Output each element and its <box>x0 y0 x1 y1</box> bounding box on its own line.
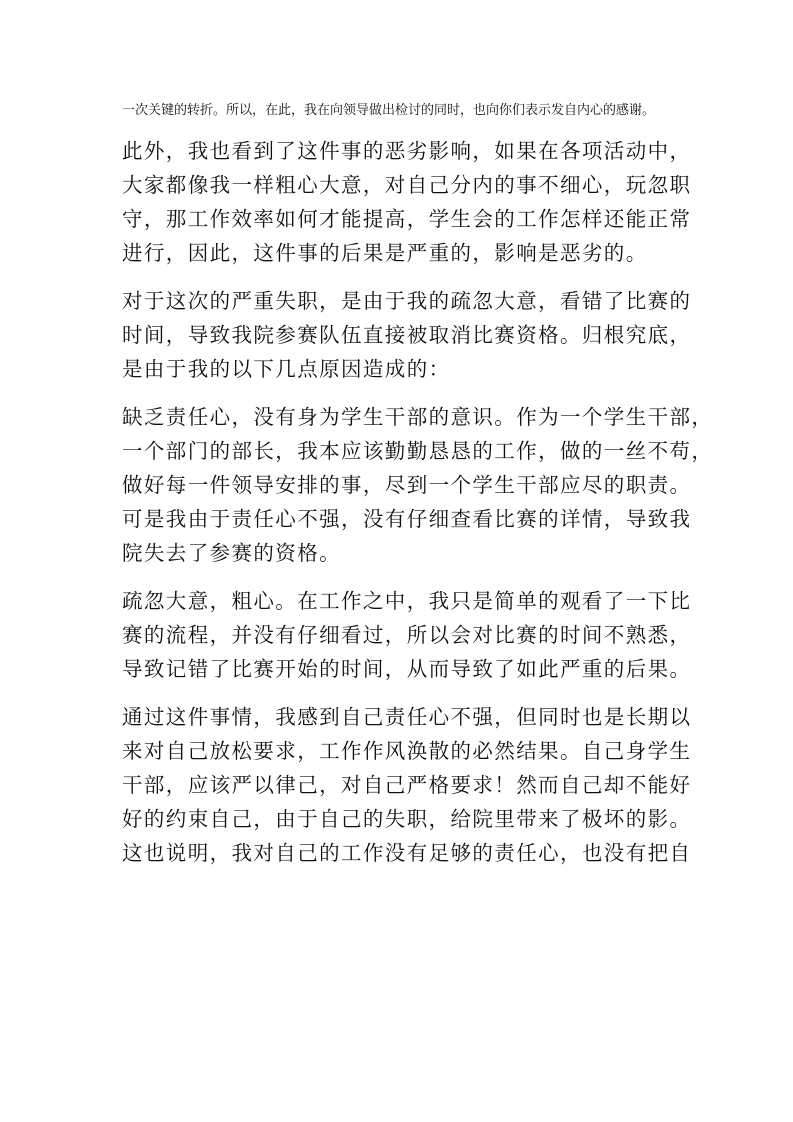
text-line: 一个部门的部长，我本应该勤勤恳恳的工作，做的一丝不苟， <box>122 439 714 463</box>
paragraph-carelessness <box>122 584 692 686</box>
lead-line: 一次关键的转折。所以，在此，我在向领导做出检讨的同时，也向你们表示发自内心的感谢。 <box>122 103 656 118</box>
text-line: 通过这件事情，我感到自己责任心不强，但同时也是长期以 <box>122 705 692 729</box>
text-line: 来对自己放松要求，工作作风涣散的必然结果。自己身学生 <box>122 739 692 763</box>
body-text <box>122 134 714 884</box>
text-line: 院失去了参赛的资格。 <box>122 541 341 565</box>
text-line: 对于这次的严重失职，是由于我的疏忽大意，看错了比赛的 <box>122 289 692 313</box>
text-line: 大家都像我一样粗心大意，对自己分内的事不细心，玩忽职 <box>122 173 692 197</box>
paragraph-reflection <box>122 700 692 870</box>
text-line: 时间，导致我院参赛队伍直接被取消比赛资格。归根究底， <box>122 323 692 347</box>
text-line: 缺乏责任心，没有身为学生干部的意识。作为一个学生干部， <box>122 405 714 429</box>
text-line: 这也说明，我对自己的工作没有足够的责任心，也没有把自 <box>122 841 692 865</box>
text-line: 此外，我也看到了这件事的恶劣影响，如果在各项活动中， <box>122 139 692 163</box>
paragraph-responsibility <box>122 400 714 570</box>
paragraph-impact <box>122 134 692 270</box>
text-line: 好的约束自己，由于自己的失职，给院里带来了极坏的影。 <box>122 807 692 831</box>
text-line: 进行，因此，这件事的后果是严重的，影响是恶劣的。 <box>122 241 648 265</box>
text-line: 导致记错了比赛开始的时间，从而导致了如此严重的后果。 <box>122 657 692 681</box>
text-line: 是由于我的以下几点原因造成的： <box>122 357 451 381</box>
text-line: 守，那工作效率如何才能提高，学生会的工作怎样还能正常 <box>122 207 692 231</box>
text-line: 干部，应该严以律己，对自己严格要求！然而自己却不能好 <box>122 773 692 797</box>
text-line: 疏忽大意，粗心。在工作之中，我只是简单的观看了一下比 <box>122 589 692 613</box>
text-line: 可是我由于责任心不强，没有仔细查看比赛的详情，导致我 <box>122 507 692 531</box>
text-line: 赛的流程，并没有仔细看过，所以会对比赛的时间不熟悉， <box>122 623 692 647</box>
text-line: 做好每一件领导安排的事，尽到一个学生干部应尽的职责。 <box>122 473 692 497</box>
paragraph-cause <box>122 284 692 386</box>
